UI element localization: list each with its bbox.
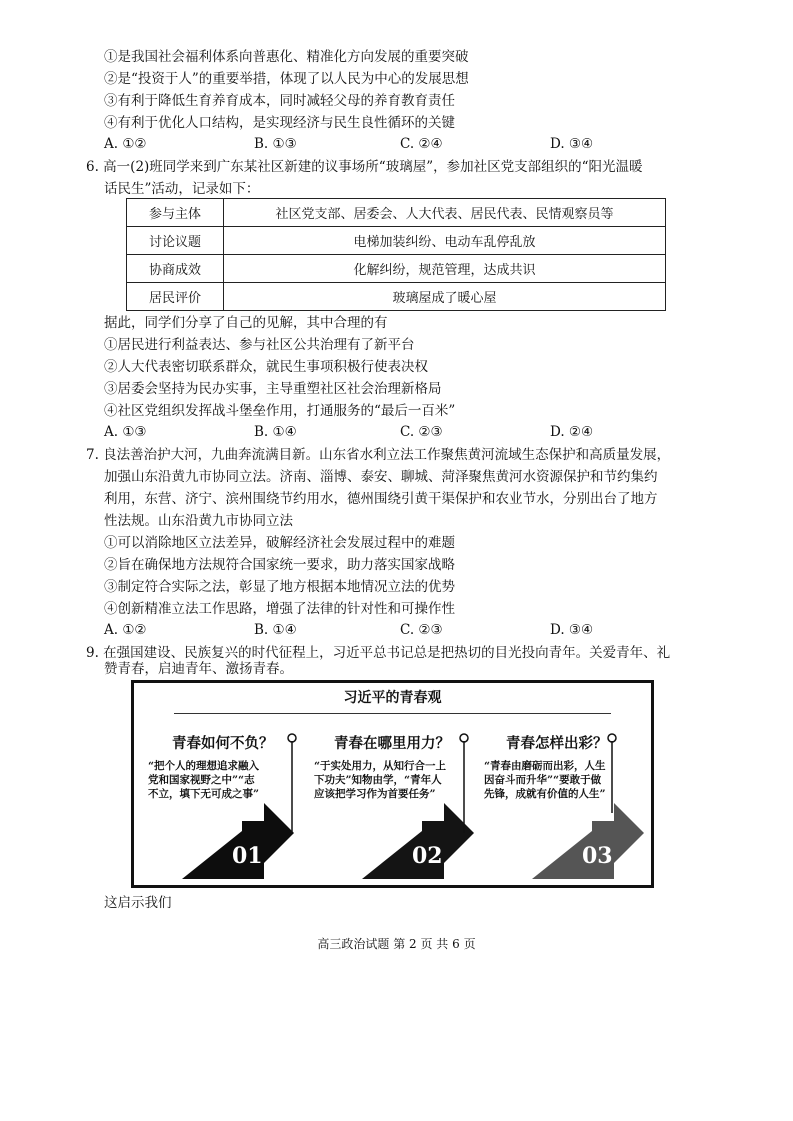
- q5-option-3: ③有利于降低生育养育成本，同时减轻父母的养育教育责任: [104, 93, 455, 109]
- choice-c[interactable]: C. ②③: [400, 424, 443, 440]
- q7-option-3: ③制定符合实际之法，彰显了地方根据本地情况立法的优势: [104, 579, 455, 595]
- q9-stem-line-1: 9. 在强国建设、民族复兴的时代征程上，习近平总书记总是把热切的目光投向青年。关爱青年、礼: [86, 645, 671, 661]
- q5-option-1: ①是我国社会福利体系向普惠化、精准化方向发展的重要突破: [104, 49, 469, 65]
- q5-option-4: ④有利于优化人口结构，是实现经济与民生良性循环的关键: [104, 115, 455, 131]
- table-value: 社区党支部、居委会、人大代表、居民代表、民情观察员等: [224, 199, 666, 227]
- panel-1-number: 01: [232, 843, 263, 869]
- choice-d[interactable]: D. ③④: [550, 136, 594, 152]
- quote-line: 因奋斗而升华”“要敢于做: [484, 774, 602, 786]
- q5-choices: [104, 136, 704, 154]
- choice-c[interactable]: C. ②③: [400, 622, 443, 638]
- q7-option-1: ①可以消除地区立法差异，破解经济社会发展过程中的难题: [104, 535, 455, 551]
- q7-stem-line-3: 利用，东营、济宁、滨州围绕节约用水，德州围绕引黄干渠保护和农业节水，分别出台了地方: [104, 491, 658, 507]
- page-footer: 高三政治试题 第 2 页 共 6 页: [317, 937, 476, 951]
- q6-choices: [104, 424, 704, 442]
- panel-2-number: 02: [412, 843, 443, 869]
- choice-a[interactable]: A. ①②: [104, 622, 147, 638]
- choice-a[interactable]: A. ①③: [104, 424, 147, 440]
- quote-line: 先锋，成就有价值的人生”: [484, 788, 606, 800]
- panel-3-number: 03: [582, 843, 613, 869]
- q7-option-2: ②旨在确保地方法规符合国家统一要求，助力落实国家战略: [104, 557, 455, 573]
- q5-option-2: ②是“投资于人”的重要举措，体现了以人民为中心的发展思想: [104, 71, 469, 87]
- table-value: 玻璃屋成了暖心屋: [224, 283, 666, 311]
- q9-stem-line-2: 赞青春，启迪青年、激扬青春。: [104, 661, 293, 677]
- ornament-icon: [288, 734, 296, 742]
- quote-line: “于实处用力，从知行合一上: [314, 760, 447, 772]
- panel-1-quote: [148, 759, 259, 801]
- table-key: 协商成效: [127, 255, 224, 283]
- panel-2-question: 青春在哪里用力？: [334, 735, 450, 752]
- quote-line: 不立，填下无可成之事”: [148, 788, 260, 800]
- table-row: [127, 199, 666, 227]
- q6-option-2: ②人大代表密切联系群众，就民生事项积极行使表决权: [104, 359, 428, 375]
- choice-d[interactable]: D. ③④: [550, 622, 594, 638]
- panel-2-quote: [314, 759, 446, 801]
- q6-record-table: [126, 198, 666, 311]
- q7-choices: [104, 622, 704, 640]
- choice-c[interactable]: C. ②④: [400, 136, 443, 152]
- table-value: 电梯加装纠纷、电动车乱停乱放: [224, 227, 666, 255]
- table-row: [127, 227, 666, 255]
- table-value: 化解纠纷，规范管理，达成共识: [224, 255, 666, 283]
- q9-lead: 这启示我们: [104, 895, 172, 911]
- choice-b[interactable]: B. ①④: [254, 622, 297, 638]
- table-row: [127, 255, 666, 283]
- panel-3-quote: [484, 759, 606, 801]
- choice-a[interactable]: A. ①②: [104, 136, 147, 152]
- q7-stem-line-2: 加强山东沿黄九市协同立法。济南、淄博、泰安、聊城、菏泽聚焦黄河水资源保护和节约集约: [104, 469, 658, 485]
- q6-option-4: ④社区党组织发挥战斗堡垒作用，打通服务的“最后一百米”: [104, 403, 456, 419]
- q7-stem-line-4: 性法规。山东沿黄九市协同立法: [104, 513, 293, 529]
- q7-stem-line-1: 7. 良法善治护大河，九曲奔流满目新。山东省水利立法工作聚焦黄河流域生态保护和高质量发展，: [86, 447, 671, 463]
- ornament-icon: [460, 734, 468, 742]
- figure-title: 习近平的青春观: [343, 690, 442, 706]
- quote-line: “把个人的理想追求融入: [148, 760, 260, 772]
- quote-line: 应该把学习作为首要任务”: [314, 788, 436, 800]
- q6-stem-line-2: 话民生”活动，记录如下：: [104, 181, 260, 197]
- table-key: 居民评价: [127, 283, 224, 311]
- table-key: 参与主体: [127, 199, 224, 227]
- q7-option-4: ④创新精准立法工作思路，增强了法律的针对性和可操作性: [104, 601, 455, 617]
- panel-3-question: 青春怎样出彩？: [506, 735, 608, 752]
- q6-option-1: ①居民进行利益表达、参与社区公共治理有了新平台: [104, 337, 415, 353]
- ornament-icon: [608, 734, 616, 742]
- choice-b[interactable]: B. ①④: [254, 424, 297, 440]
- q6-lead: 据此，同学们分享了自己的见解，其中合理的有: [104, 315, 388, 331]
- table-key: 讨论议题: [127, 227, 224, 255]
- choice-b[interactable]: B. ①③: [254, 136, 297, 152]
- quote-line: “青春由磨砺而出彩，人生: [484, 760, 606, 772]
- quote-line: 下功夫”知物由学，“青年人: [314, 774, 442, 786]
- quote-line: 党和国家视野之中”“志: [148, 774, 255, 786]
- choice-d[interactable]: D. ②④: [550, 424, 594, 440]
- table-row: [127, 283, 666, 311]
- panel-1-question: 青春如何不负？: [172, 735, 274, 752]
- q6-option-3: ③居委会坚持为民办实事，主导重塑社区社会治理新格局: [104, 381, 442, 397]
- q6-stem-line-1: 6. 高一(2)班同学来到广东某社区新建的议事场所“玻璃屋”，参加社区党支部组织的“阳光温暖: [86, 159, 643, 175]
- youth-view-figure: [131, 680, 654, 888]
